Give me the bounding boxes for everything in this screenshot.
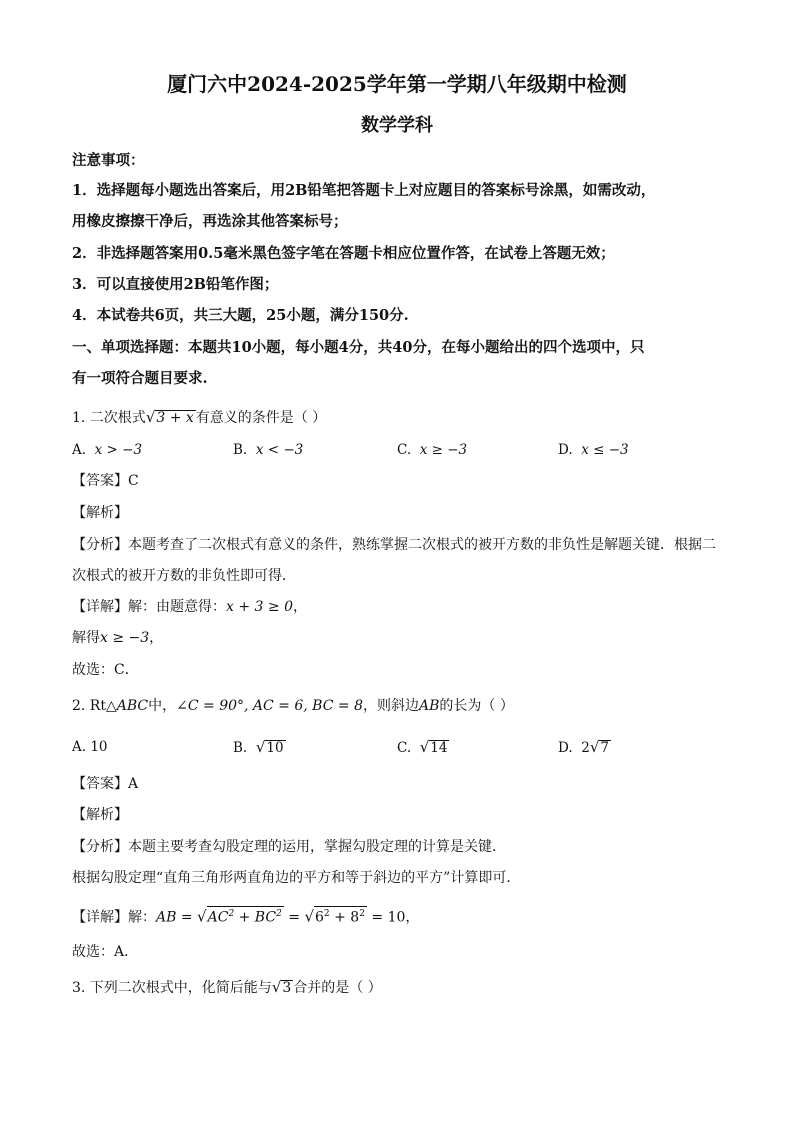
subject-title: 数学学科 xyxy=(361,115,433,136)
notice-item-1a: 1．选择题每小题选出答案后，用2B铅笔把答题卡上对应题目的答案标号涂黑，如需改动， xyxy=(72,182,656,199)
question-1-fenxi: 【分析】本题考查了二次根式有意义的条件，熟练掌握二次根式的被开方数的非负性是解题关键．根据二 xyxy=(72,537,716,553)
question-2: 2. Rt△ABC中，∠C = 90°, AC = 6, BC = 8，则斜边AB的长为（ ） xyxy=(72,698,514,714)
question-1-suffix: 有意义的条件是（ ） xyxy=(195,410,327,426)
question-1 xyxy=(72,408,326,427)
section-heading-1a: 一、单项选择题：本题共10小题，每小题4分，共40分，在每小题给出的四个选项中，只 xyxy=(72,339,645,356)
question-1-analysis-label: 【解析】 xyxy=(72,505,128,521)
question-2-fenxi-b: 根据勾股定理“直角三角形两直角边的平方和等于斜边的平方”计算即可． xyxy=(72,870,521,886)
option-d: D. 2√7 xyxy=(558,738,609,756)
notice-item-4: 4．本试卷共6页，共三大题，25小题，满分150分. xyxy=(72,307,409,324)
question-1-detail-b: 解得x ≥ −3， xyxy=(72,630,164,646)
question-2-analysis-label: 【解析】 xyxy=(72,807,128,823)
option-b: B. √10 xyxy=(233,738,284,756)
question-3: 3. 下列二次根式中，化简后能与√3 合并的是（ ） xyxy=(72,978,382,996)
notice-item-3: 3．可以直接使用2B铅笔作图； xyxy=(72,276,279,293)
option-c: C. x ≥ −3 xyxy=(397,442,468,458)
question-1-prefix: 1. 二次根式 xyxy=(72,410,146,426)
question-1-answer: 【答案】C xyxy=(72,473,139,489)
question-2-choose: 故选：A． xyxy=(72,944,139,960)
question-1-detail: 【详解】解：由题意得：x + 3 ≥ 0， xyxy=(72,599,307,615)
notice-heading: 注意事项： xyxy=(72,152,145,169)
option-a: A. 10 xyxy=(72,739,108,755)
question-2-answer: 【答案】A xyxy=(72,776,139,792)
radical-sign: √ xyxy=(145,408,156,426)
notice-item-1b: 用橡皮擦擦干净后，再选涂其他答案标号； xyxy=(72,213,348,230)
option-d: D. x ≤ −3 xyxy=(558,442,629,458)
option-b: B. x < −3 xyxy=(233,442,304,458)
notice-item-2: 2．非选择题答案用0.5毫米黑色签字笔在答题卡相应位置作答，在试卷上答题无效； xyxy=(72,245,615,262)
page-title: 厦门六中2024-2025学年第一学期八年级期中检测 xyxy=(167,72,627,96)
question-1-choose: 故选：C． xyxy=(72,662,139,678)
section-heading-1b: 有一项符合题目要求. xyxy=(72,370,208,387)
question-1-radicand: 3 + x xyxy=(156,410,194,426)
question-2-fenxi: 【分析】本题主要考查勾股定理的运用，掌握勾股定理的计算是关键． xyxy=(72,839,506,855)
question-2-detail: 【详解】解：AB = $√AC^2 + BC^2 = √6^2 + 8^2 = 10$， xyxy=(72,907,420,926)
option-c: C. √14 xyxy=(397,738,448,756)
question-1-fenxi-b: 次根式的被开方数的非负性即可得． xyxy=(72,568,296,584)
option-a: A. x > −3 xyxy=(72,442,143,458)
